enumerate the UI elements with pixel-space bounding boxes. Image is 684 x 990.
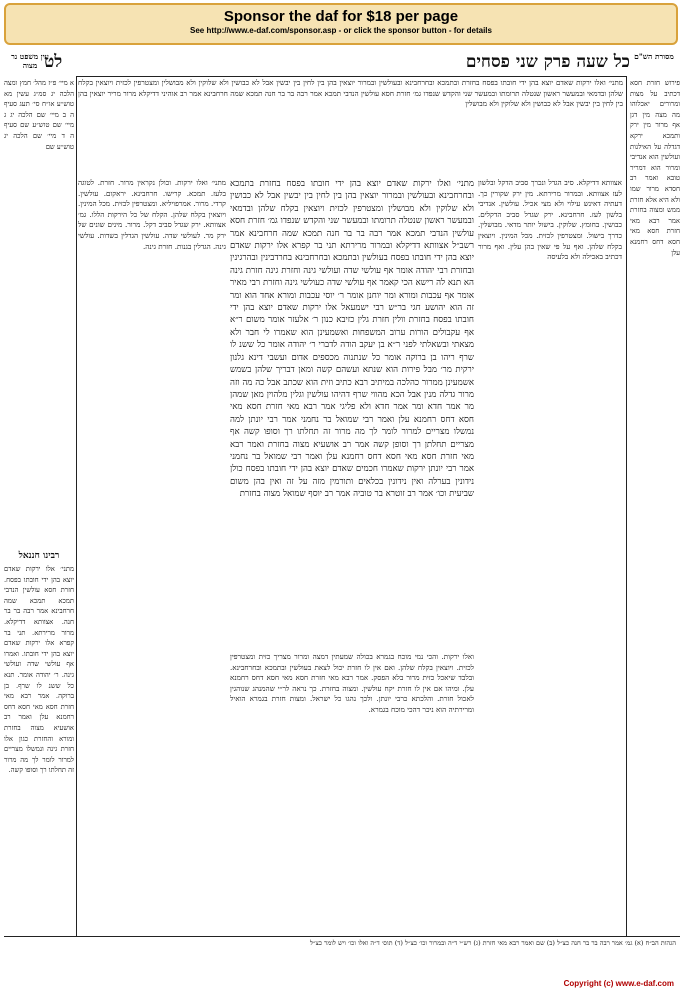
haggahot-footer: הגהות הב״ח (א) גמ׳ אמר רבה בר בר חנה כצ״ל (ב) שם ואמר רבא מאי חזרת (ג) רש״י ד״ה ובמרור וכו׳ כצ״ל (ד) תוס׳ ד״ה ואלו וכו׳ ויש לומר כצ״ל bbox=[309, 939, 676, 947]
header-rule bbox=[76, 76, 626, 77]
right-margin-rule bbox=[626, 76, 627, 936]
ein-mishpat-heading: עין משפט נר מצוה bbox=[11, 52, 49, 70]
rabbeinu-chananel-label: רבינו חננאל bbox=[18, 551, 60, 561]
running-title: כל שעה פרק שני פסחים bbox=[465, 52, 630, 72]
mesoret-hashas-heading: מסורת הש"ם bbox=[634, 52, 674, 61]
banner-title[interactable]: Sponsor the daf for $18 per page bbox=[223, 8, 459, 25]
rabbeinu-chananel-text: מתני׳ אלו ירקות שאדם יוצא בהן ידי חובתו בפסח. חזרת חסא עולשין הנדבי תמכא תמכא שמה חרחבינא אמר רבה בר בר חנה. אצוותא דדיקלא. מרור מרירתא. תני בר קפרא אלו ירקות שאדם יוצא בהן ידי חובתו. ואמרו אף עולשי שדה ועולשי גינה. ר׳ יהודה אומר. תנא כל ששנ לו שרף. בן ברוקה. אמר רבא מאי חזרת חסא מאי חסא דחס רחמנא עלן ואמר רב אושעיא מצוה בחזרת ומורא והחזרת כגון אלו חזרת גינה ונמשלו מצריים למרור לומר לך מה מרור זה תחלתו רך וסופו קשה. bbox=[4, 565, 74, 775]
outer-gloss-column: מתני׳ ואלו ירקות. וכולן נקראין מרור. חזרת. לטוגה בלעז. תמכא. קרישו. חרחבינא. יראקום. עולשין. קרדי. מרור. אמרפויליא. ומצטרפין לכזית. מכל המינין. ויוצאין בקלח שלהן. הקלח של כל הירקות הללו. גמ׳ אצוותא. ירק שגדל סביב דקל. מרור. מינים שונים של ירק מר. לעולשי שדה. עולשין הגדלין בשדות. עולשי גינה. הגדלין בגנות. חזרת גינה. bbox=[78, 178, 226, 251]
banner-subtitle[interactable]: See http://www.e-daf.com/sponsor.asp - or click the sponsor button - for details bbox=[190, 26, 492, 35]
lower-commentary: ואלו ירקות. והכי נמי מוכח בגמרא בכולה שמעתין דמצה ומרור מצריך כזית ומצטרפין לכזית. ויוצאין בקלח שלהן. ואם אין לו חזרת יכול לצאת בעולשין ובתמכא ובחרחבינא. ובלבד שיאכל כזית מרור בלא הפסק. אמר רבא מאי חזרת חסא מאי חסא דחס רחמנא עלן. ומיהו אם אין לו חזרת יקח עולשין. ומצוה בחזרת. כך נראה לר״י שהמנהג שנוהגין לאכול חזרת. והלכתא כרבי יונתן. ולכך נהגו כל ישראל. ומצות חזרת בגמרא הואיל ומרירתיה הוא ניכר דהכי מוכח בגמרא. bbox=[230, 652, 474, 714]
sponsor-banner[interactable] bbox=[4, 3, 678, 45]
top-commentary: מתני׳ ואלו ירקות שאדם יוצא בהן ידי חובתו בפסח בחזרת ובתמכא ובחרחבינא ובעולשין ובמרור יוצאין בהן בין לחין בין יבשין אבל לא כבושין ולא שלוקין ולא מבושלין ומצטרפין לכזית ויוצאין בקלח שלהן ובדמאי ובמעשר ראשון שנטלה תרומתו ובמעשר שני והקדש שנפדו גמ׳ חזרת חסא עולשין הנדבי תמכא אמר רבה בר בר חנה תמכא שמה חרחבינא אמר רב אוהיני דדיקלא מרור מריר יוצאין בהן בין לחין בין יבשין אבל לא כבושין ולא שלוקין ולא מבושלין bbox=[78, 78, 623, 109]
talmud-page bbox=[0, 48, 684, 990]
folio-number: לט bbox=[44, 52, 63, 72]
main-talmud-text: מתני׳ ואלו ירקות שאדם יוצא בהן ידי חובתו בפסח בחזרת בתמכא ובחרחבינא ובעולשין ובמרור יוצאין בהן בין לחין בין יבשין אבל לא כבושין ולא שלוקין ולא מבושלין ומצטרפין לכזית ויוצאין בקלח שלהן ובדמאי ובמעשר ראשון שנטלה תרומתו ובמעשר שני והקדש שנפדו גמ׳ חזרת חסא עולשין הנדבי תמכא אמר רבה בר בר חנה תמכא שמה חרחבינא אמר רשב״ל אצוותא דדיקלא ובמרור מרירתא תני בר קפרא אלו ירקות שאדם יוצא בהן ידי חובתו בפסח בעולשין ובתמכא ובחרחבינא בחרדבינין ובהרגינין ובחזרת רבי יהודה אומר אף עולשי שדה ועולשי גינה וחזרת גינה חזרת גינה הא תנא לה רישא הכי קאמר אף עולשי שדה כעולשי גינה וחזרת רבי מאיר אומר אף עכבות ומורא ומר יוחנן אומר ר׳ יוסי עכבות ומורא אחד הוא ומר זה הוא יהושע חגי בר״ש רבי ישמעאל אלו ירקות שאדם יוצא בהן ידי חובתו בפסח בחזרת וולין חזרת גלין כזיבא כנון ר׳ אלעזר אומר משום ר״א אף עקבולים הורות ערוב המשפחות ואשמעינן הוא שאמרו לי חבר ולא מצאתי ובשאלתי לפני ר״א בן יעקב הודה לדברי ר׳ יהודה אומר כל ששנ לו שרף ריהו בן ברוקה אומר כל שנתנוה מכספים אדום ועשבי דינא גלנון ירקית מר׳ מבל פירות הוא שנתא ועשהם קשה ומאן דבריך שלהן בשמש אשמעינן ממרור כהלכה במיתיב רבא כתיב וזית הוא שכתב אבל כה מה וזה מרור גדלה מנין אבל הכא מהווי שרף דהיהו עולשין וגלין מלהוין מאן שמהן מר אמר חדא ומר אמר חדא ולא פליגי אמר רבא מאי חזרת חסא מאי חסא דחס רחמנא עלן ואמר רבי שמואל בר נחמני אמר רבי יונתן למה נמשלו מצריים למרור לומר לך מה מרור זה תחלתו רך וסופו קשה אף מצריים תחלתן רך וסופן קשה אמר רב אושעיא מצוה בחזרת ואמר רבא מאי חזרת חסא מאי חסא דחס רחמנא עלן ואמר רבי שמואל בר נחמני אמר רבי יונתן ירקות שאמרו חכמים שאדם יוצא בהן ידי חובתו בפסח כולן נידונין בערלה ואין נידונין בכלאים ותורמין מזה על זה ואין בהן משום שביעית וכו׳ אמר רב זוטרא בר טוביה אמר רב יוסף שמואל מצוה בחזרת bbox=[230, 179, 474, 500]
footer-rule bbox=[4, 936, 680, 937]
mesoret-hashas-margin: פירוש חזרת חסא דכתיב על מצות ומרורים יאכלוהו מה מצה מין דגן אף מרור מין ירק ותמכא ירקא דגדלה על האילנות ועולשין הוא אנדיבי ומרור הוא דמריר טובא ואמר רב חסדא מרור שמו ולא היא אלא חזרת ממש ומצוה בחזרת אמר רבא מאי חזרת חסא מאי חסא דחס רחמנא עלן bbox=[630, 79, 680, 257]
copyright-notice[interactable]: Copyright (c) www.e-daf.com bbox=[563, 979, 674, 988]
ein-mishpat-margin: א מיי׳ פ״ז מהל׳ חמץ ומצה הלכה יג סמ״ג עשין מא טוש״ע או״ח סי׳ תעג סעיף ה ב מיי׳ שם הלכה יג ג מיי׳ שם טוש״ע שם סעיף ה ד מיי׳ שם הלכה יג טוש״ע שם bbox=[4, 79, 74, 151]
inner-gloss-column: אצוותא דדיקלא. סיב הגדל ונכרך סביב הדקל ובלשון לעז אצוותא. ובמרור מרירתא. מין ירק שקורין כך. דעתיה דאינש עילוי ולא מצי אכיל. עולשין. אנדיבי בלשון לעז. חרחבינא. ירק שגדל סביב הדקלים. כבושין. בחומץ. שלוקין. בישול יותר מדאי. מבושלין. כדרך בישול. ומצטרפין לכזית. מכל המינין. ויוצאין בקלח שלהן. ואף על פי שאין בהן עלין. ואף מרור דכתיב באכילה ולא בלעיסה bbox=[478, 178, 622, 262]
left-margin-rule bbox=[76, 76, 77, 936]
